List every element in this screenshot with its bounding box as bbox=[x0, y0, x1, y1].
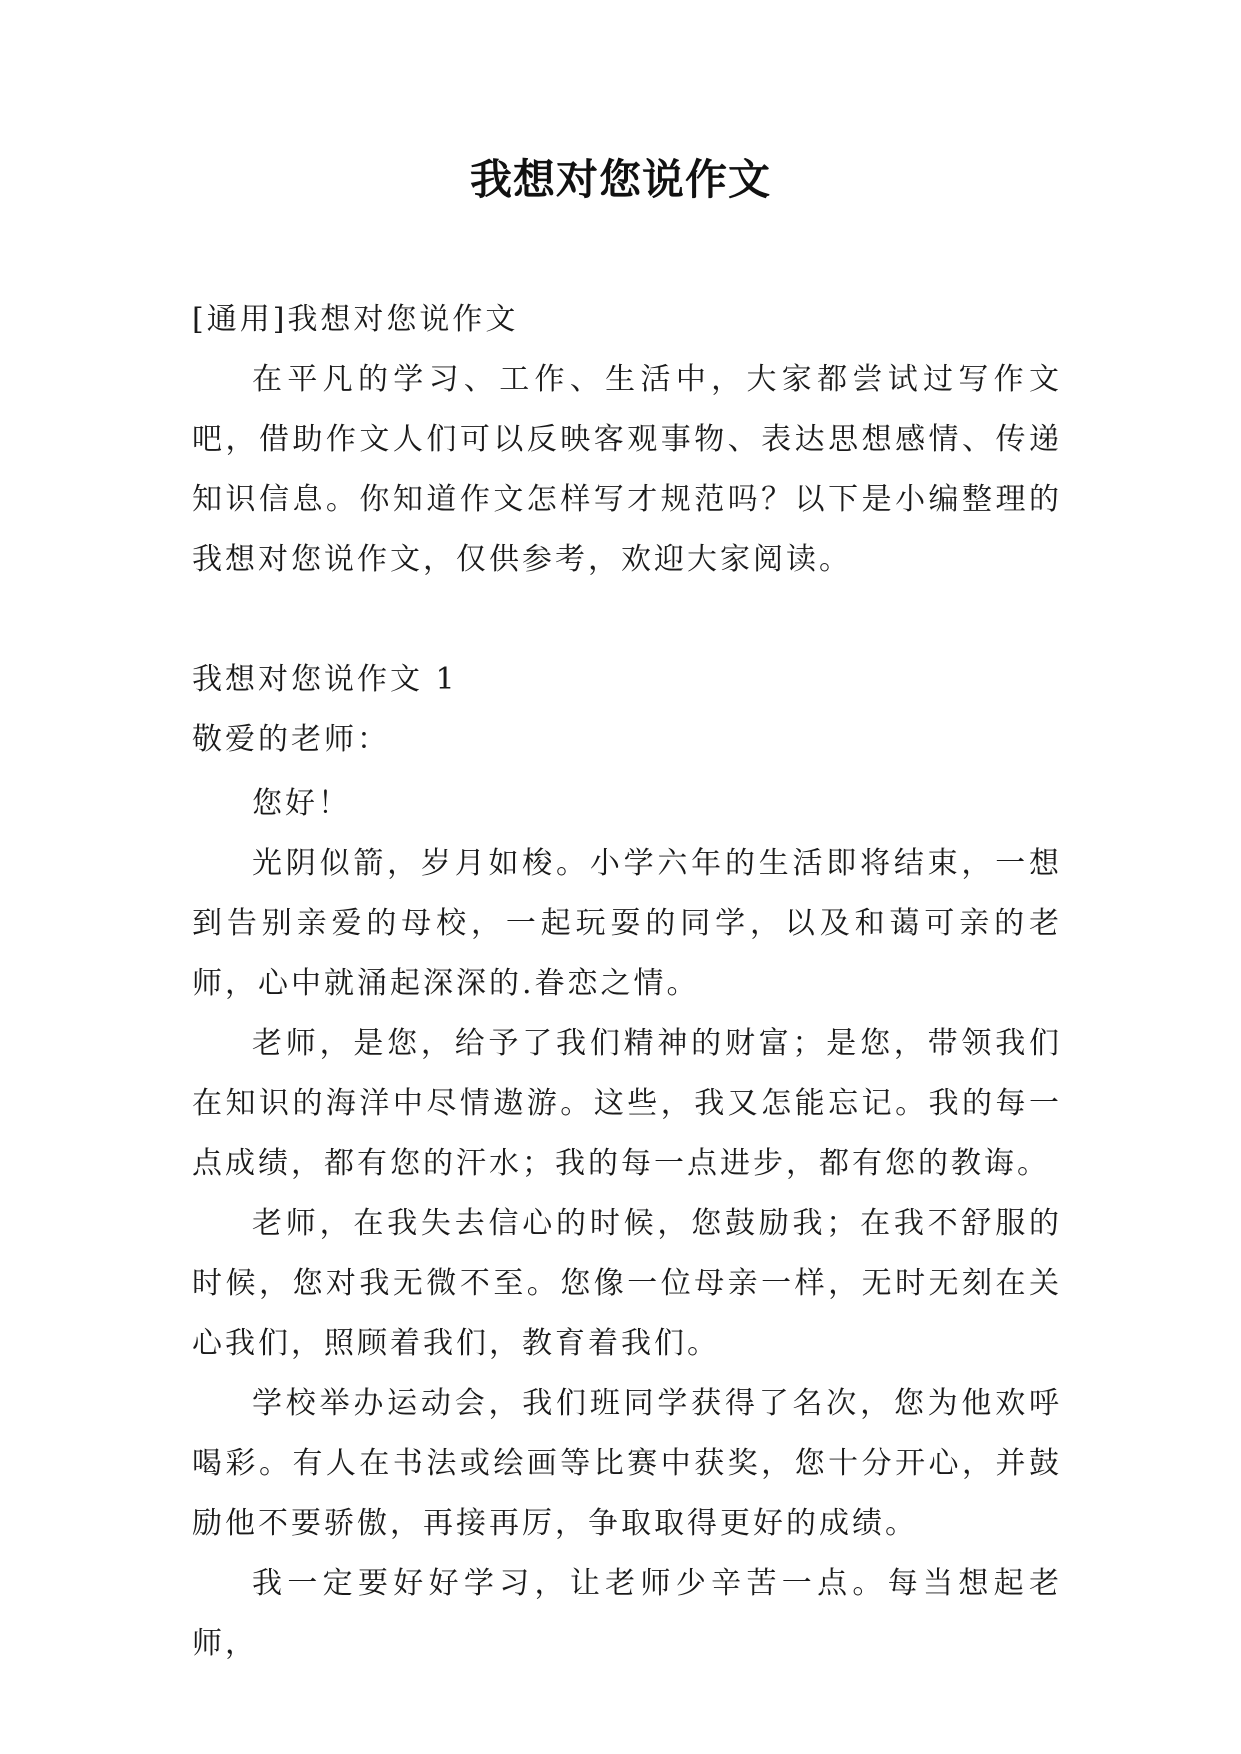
greeting: 您好！ bbox=[252, 786, 351, 821]
section-heading: 我想对您说作文 1 bbox=[192, 662, 458, 697]
body-paragraph: 我一定要好好学习，让老师少辛苦一点。每当想起老师， bbox=[192, 1566, 1062, 1661]
body-paragraph: 老师，在我失去信心的时候，您鼓励我；在我不舒服的时候，您对我无微不至。您像一位母亲一样，无时无刻在关心我们，照顾着我们，教育着我们。 bbox=[192, 1206, 1062, 1361]
document-body bbox=[192, 290, 1062, 1674]
document-title: 我想对您说作文 bbox=[469, 155, 771, 204]
body-paragraph: 学校举办运动会，我们班同学获得了名次，您为他欢呼喝彩。有人在书法或绘画等比赛中获奖，您十分开心，并鼓励他不要骄傲，再接再厉，争取取得更好的成绩。 bbox=[192, 1386, 1062, 1541]
body-paragraph: 光阴似箭，岁月如梭。小学六年的生活即将结束，一想到告别亲爱的母校，一起玩耍的同学，以及和蔼可亲的老师，心中就涌起深深的.眷恋之情。 bbox=[192, 846, 1062, 1001]
subtitle-line: [通用]我想对您说作文 bbox=[192, 302, 519, 337]
intro-paragraph: 在平凡的学习、工作、生活中，大家都尝试过写作文吧，借助作文人们可以反映客观事物、表达思想感情、传递知识信息。你知道作文怎样写才规范吗？以下是小编整理的我想对您说作文，仅供参考，欢迎大家阅读。 bbox=[192, 362, 1062, 577]
salutation: 敬爱的老师： bbox=[192, 722, 390, 757]
spacer bbox=[192, 590, 1062, 650]
body-paragraph: 老师，是您，给予了我们精神的财富；是您，带领我们在知识的海洋中尽情遨游。这些，我又怎能忘记。我的每一点成绩，都有您的汗水；我的每一点进步，都有您的教诲。 bbox=[192, 1026, 1062, 1181]
